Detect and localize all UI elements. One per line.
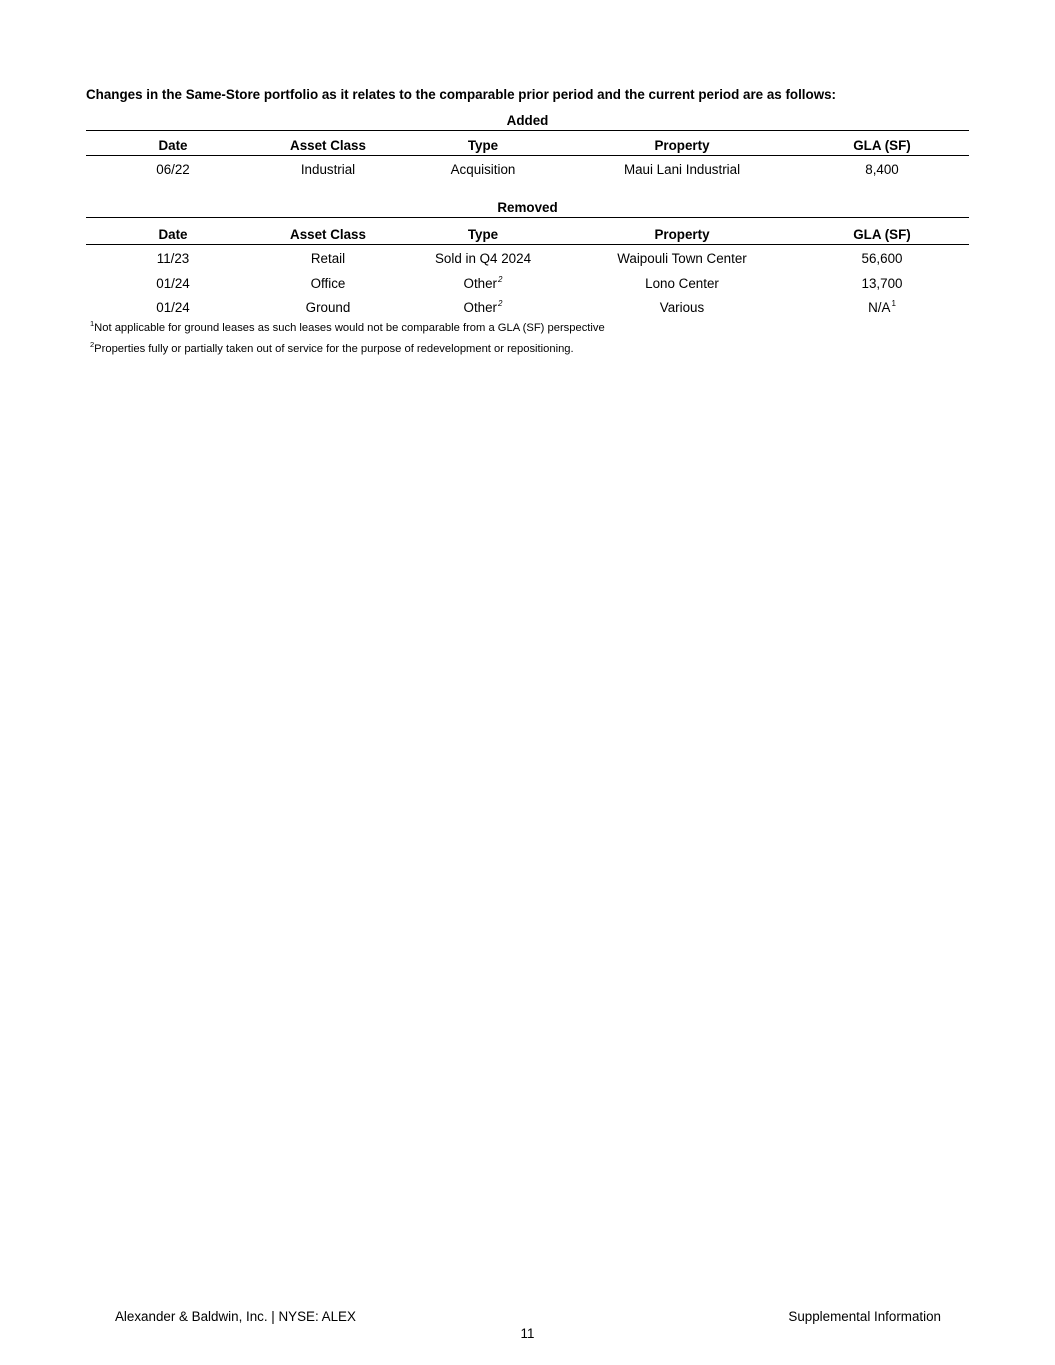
- footnote-1: [90, 319, 605, 334]
- header-gla: GLA (SF): [853, 227, 911, 242]
- added-top-rule: [86, 130, 969, 131]
- header-date: Date: [158, 138, 188, 153]
- cell-date: 11/23: [156, 251, 190, 266]
- cell-asset-class: Retail: [310, 251, 346, 266]
- footnote-2: [90, 340, 574, 355]
- cell-asset-class: Industrial: [300, 162, 356, 177]
- footnote-text: Not applicable for ground leases as such leases would not be comparable from a GLA (SF) perspective: [94, 322, 605, 334]
- cell-gla: 13,700: [861, 276, 903, 291]
- cell-date: 01/24: [156, 300, 190, 315]
- header-property: Property: [654, 138, 710, 153]
- header-asset-class: Asset Class: [290, 227, 366, 242]
- removed-section-title: Removed: [497, 200, 558, 215]
- cell-type: [464, 300, 503, 315]
- page-number: 11: [520, 1326, 535, 1341]
- removed-top-rule: [86, 217, 969, 218]
- footnote-marker: 2: [498, 275, 503, 284]
- cell-date: 06/22: [156, 162, 190, 177]
- cell-type: [435, 251, 531, 266]
- cell-gla: 56,600: [861, 251, 903, 266]
- cell-type-text: Other: [463, 300, 498, 315]
- footnote-marker: 2: [498, 299, 503, 308]
- header-gla: GLA (SF): [853, 138, 911, 153]
- table-row: [86, 251, 969, 271]
- cell-property: Various: [659, 300, 705, 315]
- removed-header-rule: [86, 244, 969, 245]
- cell-gla: [868, 300, 896, 315]
- cell-asset-class: Ground: [305, 300, 351, 315]
- table-row: [86, 276, 969, 296]
- footnote-number: 2: [90, 340, 95, 349]
- cell-property: Waipouli Town Center: [617, 251, 747, 266]
- cell-type: [464, 276, 503, 291]
- header-type: Type: [467, 227, 499, 242]
- cell-property: Lono Center: [645, 276, 719, 291]
- header-asset-class: Asset Class: [290, 138, 366, 153]
- footer-document-type: Supplemental Information: [788, 1309, 941, 1324]
- cell-asset-class: Office: [310, 276, 346, 291]
- cell-type-text: Sold in Q4 2024: [434, 251, 532, 266]
- cell-type: Acquisition: [450, 162, 516, 177]
- footnote-number: 1: [90, 319, 95, 328]
- footnote-text: Properties fully or partially taken out of service for the purpose of redevelopment or repositioning.: [94, 343, 574, 355]
- cell-date: 01/24: [156, 276, 190, 291]
- table-row: [86, 300, 969, 320]
- header-date: Date: [158, 227, 188, 242]
- intro-text: Changes in the Same-Store portfolio as it relates to the comparable prior period and the current period are as follows:: [86, 87, 837, 102]
- cell-property: Maui Lani Industrial: [623, 162, 741, 177]
- header-type: Type: [467, 138, 499, 153]
- footnote-marker: 1: [891, 299, 896, 308]
- footer-company: Alexander & Baldwin, Inc. | NYSE: ALEX: [115, 1309, 356, 1324]
- cell-type-text: Other: [463, 276, 498, 291]
- header-property: Property: [654, 227, 710, 242]
- cell-gla: 8,400: [865, 162, 899, 177]
- cell-gla-text: N/A: [868, 300, 891, 315]
- added-header-rule: [86, 155, 969, 156]
- table-row: [86, 162, 969, 182]
- added-section-title: Added: [506, 113, 549, 128]
